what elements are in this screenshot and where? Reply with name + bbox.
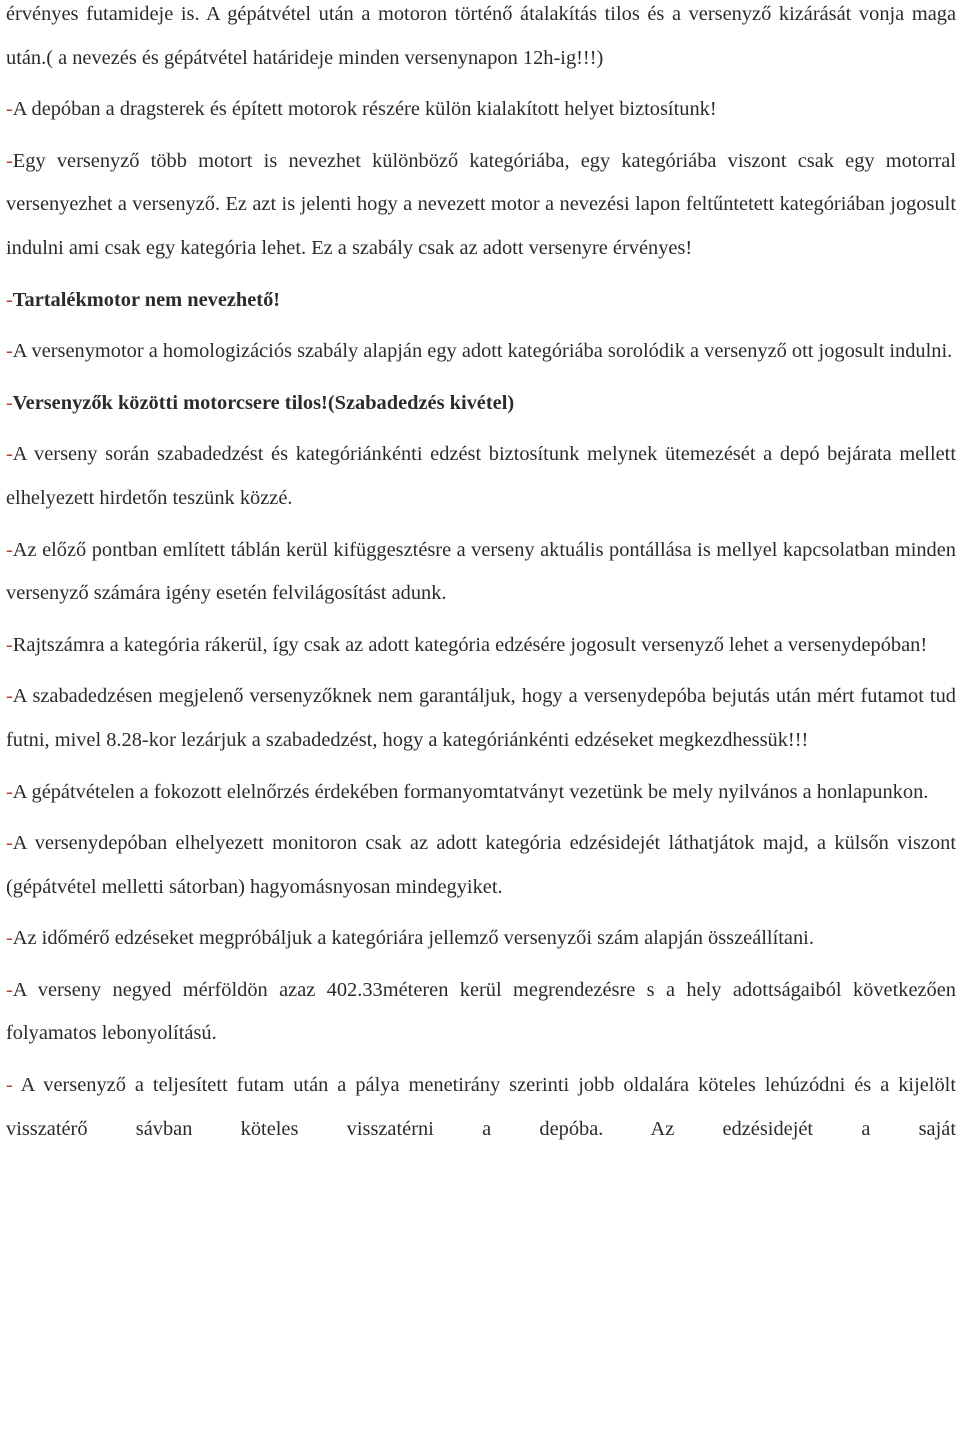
dash: - [6,978,13,1001]
paragraph-5 [6,330,956,374]
paragraph-10 [6,675,956,762]
dash: - [6,288,13,311]
paragraph-bold-text: Versenyzők közötti motorcsere tilos!(Szabadedzés kivétel) [12,391,515,414]
paragraph-4 [6,279,956,323]
dash: - [6,538,13,561]
paragraph-text: A gépátvételen a fokozott elelnőrzés érdekében formanyomtatványt vezetünk be mely nyilvános a honlapunkon. [12,780,929,803]
document-page [6,0,956,1159]
dash: - [6,98,13,121]
dash: - [6,340,13,363]
paragraph-13 [6,917,956,961]
paragraph-text: Az időmérő edzéseket megpróbáljuk a kategóriára jellemző versenyzői szám alapján összeállítani. [12,927,814,950]
paragraph-text: Rajtszámra a kategória rákerül, így csak az adott kategória edzésére jogosult versenyző lehet a versenydepóban! [12,633,928,656]
dash: - [6,780,13,803]
paragraph-bold-text: Tartalékmotor nem nevezhető! [12,288,281,311]
dash: - [6,832,13,855]
paragraph-8 [6,529,956,616]
dash: - [6,633,13,656]
paragraph-text: A versenydepóban elhelyezett monitoron csak az adott kategória edzésidejét láthatjátok majd, a külsőn viszont (gépátvétel melletti sátorban) hagyomásnyosan mindegyiket. [6,832,956,898]
paragraph-11 [6,771,956,815]
dash: - [6,443,13,466]
paragraph-1 [6,0,956,80]
dash: - [6,927,13,950]
dash: - [6,149,13,172]
dash: - [6,391,13,414]
paragraph-text: A verseny során szabadedzést és kategóriánkénti edzést biztosítunk melynek ütemezését a depó bejárata mellett elhelyezett hirdetőn teszünk közzé. [6,443,956,509]
paragraph-7 [6,433,956,520]
paragraph-3 [6,140,956,271]
dash: - [6,1074,21,1097]
paragraph-text: A versenyző a teljesített futam után a pálya menetirány szerinti jobb oldalára köteles lehúzódni és a kijelölt visszatérő sávban köteles visszatérni a depóba. Az edzésidejét a saját [6,1074,956,1140]
paragraph-12 [6,822,956,909]
dash: - [6,685,13,708]
paragraph-text: A szabadedzésen megjelenő versenyzőknek nem garantáljuk, hogy a versenydepóba bejutás után mért futamot tud futni, mivel 8.28-kor lezárjuk a szabadedzést, hogy a kategóriánkénti edzéseket megkezdhessük!!! [6,685,956,751]
paragraph-6 [6,382,956,426]
paragraph-15 [6,1064,956,1151]
paragraph-text: Egy versenyző több motort is nevezhet különböző kategóriába, egy kategóriába viszont csak egy motorral versenyezhet a versenyző. Ez azt is jelenti hogy a nevezett motor a nevezési lapon feltűntetett kategóriában jogosult indulni ami csak egy kategória lehet. Ez a szabály csak az adott versenyre érvényes! [6,149,956,259]
paragraph-text: érvényes futamideje is. A gépátvétel után a motoron történő átalakítás tilos és a versenyző kizárását vonja maga után.( a nevezés és gépátvétel határideje minden versenynapon 12h-ig!!!) [6,3,956,69]
paragraph-text: A verseny negyed mérföldön azaz 402.33méteren kerül megrendezésre s a hely adottságaiból következően folyamatos lebonyolítású. [6,978,956,1045]
paragraph-14 [6,969,956,1056]
paragraph-2 [6,88,956,132]
paragraph-text: A versenymotor a homologizációs szabály alapján egy adott kategóriába sorolódik a versenyző ott jogosult indulni. [12,340,953,363]
paragraph-text: Az előző pontban említett táblán kerül kifüggesztésre a verseny aktuális pontállása is mellyel kapcsolatban minden versenyző számára igény esetén felvilágosítást adunk. [6,538,956,605]
paragraph-9 [6,624,956,668]
paragraph-text: A depóban a dragsterek és épített motorok részére külön kialakított helyet biztosítunk! [12,98,717,121]
